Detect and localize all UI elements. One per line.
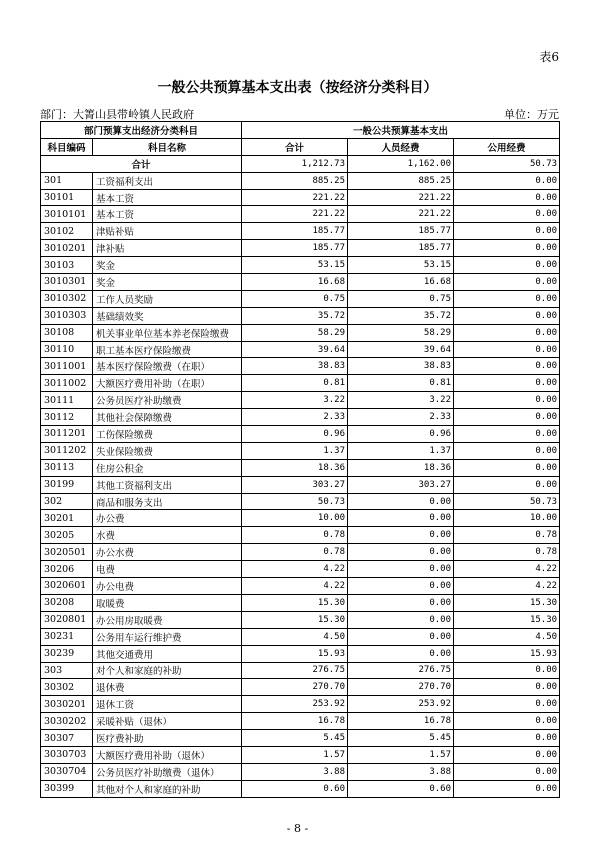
row-total: 0.75: [242, 290, 348, 307]
row-personnel: 185.77: [348, 240, 454, 257]
row-name: 基本医疗保险缴费（在职）: [93, 358, 242, 375]
row-code: 3030704: [41, 763, 93, 780]
row-name: 津补贴: [93, 240, 242, 257]
row-personnel: 253.92: [348, 696, 454, 713]
row-public: 0.00: [454, 358, 560, 375]
row-public: 0.00: [454, 730, 560, 747]
row-code: 30102: [41, 223, 93, 240]
row-name: 退休工资: [93, 696, 242, 713]
table-row: [41, 594, 560, 611]
row-code: 3030201: [41, 696, 93, 713]
row-total: 0.60: [242, 780, 348, 797]
row-total: 16.78: [242, 713, 348, 730]
row-public: 0.00: [454, 780, 560, 797]
row-name: 医疗费补助: [93, 730, 242, 747]
row-total: 4.50: [242, 628, 348, 645]
row-total: 221.22: [242, 206, 348, 223]
row-code: 3030703: [41, 746, 93, 763]
table-row: [41, 645, 560, 662]
row-code: 30101: [41, 189, 93, 206]
row-total: 3.88: [242, 763, 348, 780]
row-name: 失业保险缴费: [93, 442, 242, 459]
table-row: [41, 324, 560, 341]
table-row: [41, 578, 560, 595]
row-public: 0.00: [454, 409, 560, 426]
table-row: [41, 713, 560, 730]
row-public: 0.00: [454, 679, 560, 696]
header-code: 科目编码: [41, 138, 93, 155]
row-personnel: 3.88: [348, 763, 454, 780]
row-public: 15.30: [454, 611, 560, 628]
table-row: [41, 426, 560, 443]
budget-table: [40, 121, 560, 798]
row-public: 0.00: [454, 476, 560, 493]
row-code: 30201: [41, 510, 93, 527]
row-code: 30205: [41, 527, 93, 544]
row-name: 电费: [93, 561, 242, 578]
row-code: 30113: [41, 459, 93, 476]
row-name: 对个人和家庭的补助: [93, 662, 242, 679]
row-total: 35.72: [242, 307, 348, 324]
row-name: 工伤保险缴费: [93, 426, 242, 443]
row-public: 0.78: [454, 544, 560, 561]
row-total: 15.30: [242, 611, 348, 628]
row-public: 0.00: [454, 375, 560, 392]
row-code: 30111: [41, 392, 93, 409]
row-total: 276.75: [242, 662, 348, 679]
row-name: 奖金: [93, 257, 242, 274]
row-name: 退休费: [93, 679, 242, 696]
row-public: 4.22: [454, 561, 560, 578]
row-name: 水费: [93, 527, 242, 544]
row-personnel: 3.22: [348, 392, 454, 409]
row-public: 4.22: [454, 578, 560, 595]
table-row: [41, 409, 560, 426]
row-code: 3011201: [41, 426, 93, 443]
row-code: 30231: [41, 628, 93, 645]
total-personnel: 1,162.00: [348, 155, 454, 172]
row-personnel: 0.00: [348, 561, 454, 578]
row-personnel: 18.36: [348, 459, 454, 476]
row-total: 221.22: [242, 189, 348, 206]
row-personnel: 0.60: [348, 780, 454, 797]
row-code: 3011001: [41, 358, 93, 375]
row-public: 10.00: [454, 510, 560, 527]
row-name: 机关事业单位基本养老保险缴费: [93, 324, 242, 341]
row-code: 302: [41, 493, 93, 510]
row-total: 5.45: [242, 730, 348, 747]
row-name: 工作人员奖励: [93, 290, 242, 307]
table-row: [41, 493, 560, 510]
table-row: [41, 730, 560, 747]
row-name: 大额医疗费用补助（在职）: [93, 375, 242, 392]
header-group-classification: 部门预算支出经济分类科目: [41, 122, 242, 139]
row-public: 0.00: [454, 290, 560, 307]
row-public: 0.00: [454, 240, 560, 257]
row-total: 0.78: [242, 544, 348, 561]
row-personnel: 270.70: [348, 679, 454, 696]
row-total: 16.68: [242, 274, 348, 291]
row-personnel: 0.00: [348, 645, 454, 662]
row-total: 0.81: [242, 375, 348, 392]
table-row: [41, 746, 560, 763]
row-name: 津贴补贴: [93, 223, 242, 240]
row-personnel: 0.96: [348, 426, 454, 443]
row-public: 0.00: [454, 274, 560, 291]
table-row: [41, 561, 560, 578]
row-public: 0.00: [454, 713, 560, 730]
row-code: 30199: [41, 476, 93, 493]
row-total: 3.22: [242, 392, 348, 409]
row-total: 4.22: [242, 561, 348, 578]
row-total: 4.22: [242, 578, 348, 595]
row-personnel: 0.75: [348, 290, 454, 307]
row-personnel: 0.00: [348, 527, 454, 544]
table-row: [41, 274, 560, 291]
row-personnel: 0.00: [348, 628, 454, 645]
table-row: [41, 459, 560, 476]
row-personnel: 39.64: [348, 341, 454, 358]
table-row: [41, 628, 560, 645]
row-code: 30239: [41, 645, 93, 662]
row-name: 办公费: [93, 510, 242, 527]
row-code: 301: [41, 172, 93, 189]
row-public: 0.00: [454, 426, 560, 443]
row-name: 办公水费: [93, 544, 242, 561]
row-personnel: 35.72: [348, 307, 454, 324]
header-public: 公用经费: [454, 138, 560, 155]
row-total: 885.25: [242, 172, 348, 189]
row-total: 185.77: [242, 223, 348, 240]
row-total: 1.57: [242, 746, 348, 763]
table-row: [41, 358, 560, 375]
table-row: [41, 189, 560, 206]
row-personnel: 0.00: [348, 594, 454, 611]
row-total: 270.70: [242, 679, 348, 696]
row-public: 0.00: [454, 746, 560, 763]
table-row: [41, 476, 560, 493]
row-name: 工资福利支出: [93, 172, 242, 189]
table-row: [41, 223, 560, 240]
row-code: 3010303: [41, 307, 93, 324]
row-code: 30399: [41, 780, 93, 797]
row-name: 办公电费: [93, 578, 242, 595]
row-personnel: 276.75: [348, 662, 454, 679]
row-code: 3010302: [41, 290, 93, 307]
total-public: 50.73: [454, 155, 560, 172]
row-code: 3030202: [41, 713, 93, 730]
row-personnel: 2.33: [348, 409, 454, 426]
table-row: [41, 696, 560, 713]
row-personnel: 0.81: [348, 375, 454, 392]
table-row: [41, 375, 560, 392]
row-code: 3010101: [41, 206, 93, 223]
row-code: 3020501: [41, 544, 93, 561]
row-personnel: 53.15: [348, 257, 454, 274]
row-public: 0.00: [454, 172, 560, 189]
row-personnel: 1.57: [348, 746, 454, 763]
total-sum: 1,212.73: [242, 155, 348, 172]
row-code: 30206: [41, 561, 93, 578]
row-code: 303: [41, 662, 93, 679]
row-public: 0.78: [454, 527, 560, 544]
row-code: 3010201: [41, 240, 93, 257]
row-name: 采暖补贴（退休）: [93, 713, 242, 730]
row-personnel: 221.22: [348, 189, 454, 206]
header-name: 科目名称: [93, 138, 242, 155]
row-code: 30302: [41, 679, 93, 696]
row-personnel: 221.22: [348, 206, 454, 223]
total-row: [41, 155, 560, 172]
row-code: 3020601: [41, 578, 93, 595]
row-code: 3010301: [41, 274, 93, 291]
header-personnel: 人员经费: [348, 138, 454, 155]
row-name: 取暖费: [93, 594, 242, 611]
table-row: [41, 172, 560, 189]
row-total: 1.37: [242, 442, 348, 459]
row-public: 0.00: [454, 257, 560, 274]
table-row: [41, 290, 560, 307]
row-name: 其他工资福利支出: [93, 476, 242, 493]
row-public: 0.00: [454, 223, 560, 240]
row-personnel: 185.77: [348, 223, 454, 240]
row-public: 0.00: [454, 662, 560, 679]
row-public: 0.00: [454, 392, 560, 409]
row-total: 0.78: [242, 527, 348, 544]
table-row: [41, 611, 560, 628]
row-public: 15.30: [454, 594, 560, 611]
row-public: 4.50: [454, 628, 560, 645]
row-total: 185.77: [242, 240, 348, 257]
page-title: 一般公共预算基本支出表（按经济分类科目）: [157, 80, 438, 96]
row-public: 0.00: [454, 206, 560, 223]
row-name: 公务员医疗补助缴费: [93, 392, 242, 409]
row-personnel: 0.00: [348, 544, 454, 561]
row-total: 18.36: [242, 459, 348, 476]
row-code: 3011202: [41, 442, 93, 459]
row-code: 3020801: [41, 611, 93, 628]
row-name: 职工基本医疗保险缴费: [93, 341, 242, 358]
header-total: 合计: [242, 138, 348, 155]
table-row: [41, 544, 560, 561]
unit-label: 单位：万元: [504, 108, 559, 121]
row-total: 0.96: [242, 426, 348, 443]
table-row: [41, 206, 560, 223]
row-total: 50.73: [242, 493, 348, 510]
row-code: 30307: [41, 730, 93, 747]
table-row: [41, 442, 560, 459]
table-row: [41, 763, 560, 780]
table-row: [41, 679, 560, 696]
row-name: 基本工资: [93, 206, 242, 223]
row-name: 商品和服务支出: [93, 493, 242, 510]
row-name: 其他社会保障缴费: [93, 409, 242, 426]
row-total: 53.15: [242, 257, 348, 274]
row-name: 公务员医疗补助缴费（退休）: [93, 763, 242, 780]
row-personnel: 5.45: [348, 730, 454, 747]
row-name: 其他交通费用: [93, 645, 242, 662]
row-total: 39.64: [242, 341, 348, 358]
row-public: 0.00: [454, 696, 560, 713]
table-row: [41, 392, 560, 409]
row-personnel: 0.00: [348, 611, 454, 628]
row-name: 基本工资: [93, 189, 242, 206]
row-public: 0.00: [454, 442, 560, 459]
table-row: [41, 510, 560, 527]
department-label: 部门：大箐山县带岭镇人民政府: [40, 108, 194, 121]
row-personnel: 303.27: [348, 476, 454, 493]
row-code: 30112: [41, 409, 93, 426]
row-public: 15.93: [454, 645, 560, 662]
table-row: [41, 780, 560, 797]
row-personnel: 0.00: [348, 493, 454, 510]
table-row: [41, 662, 560, 679]
row-code: 30208: [41, 594, 93, 611]
row-public: 0.00: [454, 189, 560, 206]
row-total: 303.27: [242, 476, 348, 493]
row-personnel: 58.29: [348, 324, 454, 341]
row-name: 大额医疗费用补助（退休）: [93, 746, 242, 763]
row-total: 15.30: [242, 594, 348, 611]
row-name: 住房公积金: [93, 459, 242, 476]
row-name: 奖金: [93, 274, 242, 291]
table-number: 表6: [539, 50, 559, 64]
row-personnel: 0.00: [348, 510, 454, 527]
row-personnel: 38.83: [348, 358, 454, 375]
row-name: 基础绩效奖: [93, 307, 242, 324]
row-total: 2.33: [242, 409, 348, 426]
row-total: 58.29: [242, 324, 348, 341]
table-row: [41, 341, 560, 358]
row-code: 30103: [41, 257, 93, 274]
table-header-row: [41, 138, 560, 155]
table-header-group-row: [41, 122, 560, 139]
row-public: 0.00: [454, 459, 560, 476]
row-personnel: 885.25: [348, 172, 454, 189]
row-name: 公务用车运行维护费: [93, 628, 242, 645]
total-label: 合计: [41, 155, 242, 172]
row-public: 0.00: [454, 763, 560, 780]
row-name: 其他对个人和家庭的补助: [93, 780, 242, 797]
row-code: 30110: [41, 341, 93, 358]
table-row: [41, 257, 560, 274]
row-personnel: 16.78: [348, 713, 454, 730]
table-row: [41, 527, 560, 544]
row-total: 10.00: [242, 510, 348, 527]
row-personnel: 0.00: [348, 578, 454, 595]
row-public: 0.00: [454, 341, 560, 358]
table-row: [41, 307, 560, 324]
row-public: 0.00: [454, 307, 560, 324]
row-personnel: 1.37: [348, 442, 454, 459]
row-code: 3011002: [41, 375, 93, 392]
row-total: 253.92: [242, 696, 348, 713]
row-public: 50.73: [454, 493, 560, 510]
header-group-basic-expenditure: 一般公共预算基本支出: [242, 122, 560, 139]
row-code: 30108: [41, 324, 93, 341]
row-name: 办公用房取暖费: [93, 611, 242, 628]
row-total: 38.83: [242, 358, 348, 375]
table-row: [41, 240, 560, 257]
page-number: - 8 -: [286, 822, 309, 835]
row-personnel: 16.68: [348, 274, 454, 291]
row-public: 0.00: [454, 324, 560, 341]
row-total: 15.93: [242, 645, 348, 662]
